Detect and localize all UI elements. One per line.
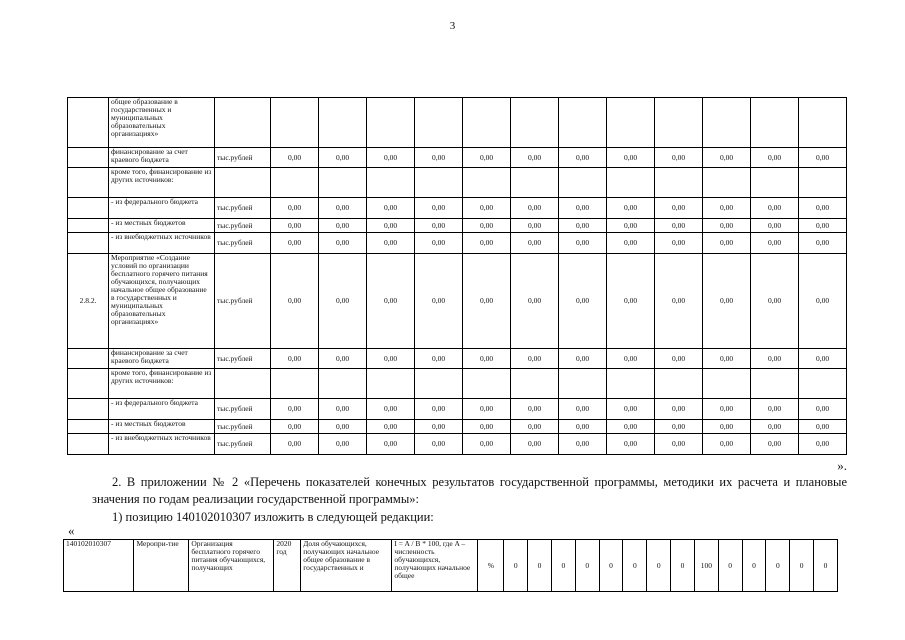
indicator-value: 0 bbox=[528, 540, 552, 592]
amount-cell: 0,00 bbox=[415, 434, 463, 455]
amount-cell: 0,00 bbox=[607, 420, 655, 434]
amount-cell bbox=[463, 98, 511, 148]
amount-cell: 0,00 bbox=[319, 434, 367, 455]
amount-cell bbox=[655, 369, 703, 399]
table-row bbox=[68, 168, 847, 198]
row-unit: тыс.рублей bbox=[215, 254, 271, 349]
amount-cell: 0,00 bbox=[415, 219, 463, 233]
amount-cell: 0,00 bbox=[799, 148, 847, 168]
amount-cell: 0,00 bbox=[415, 233, 463, 254]
amount-cell: 0,00 bbox=[511, 420, 559, 434]
amount-cell: 0,00 bbox=[463, 233, 511, 254]
table-row bbox=[68, 349, 847, 369]
amount-cell bbox=[463, 168, 511, 198]
amount-cell: 0,00 bbox=[271, 233, 319, 254]
row-number: 2.8.2. bbox=[68, 254, 109, 349]
row-label: финансирование за счет краевого бюджета bbox=[109, 349, 215, 369]
indicator-value: 0 bbox=[647, 540, 671, 592]
row-label: финансирование за счет краевого бюджета bbox=[109, 148, 215, 168]
amount-cell: 0,00 bbox=[511, 198, 559, 219]
amount-cell: 0,00 bbox=[415, 420, 463, 434]
amount-cell: 0,00 bbox=[655, 399, 703, 420]
row-label: - из внебюджетных источников bbox=[109, 434, 215, 455]
amount-cell: 0,00 bbox=[799, 434, 847, 455]
amount-cell: 0,00 bbox=[367, 349, 415, 369]
row-unit: тыс.рублей bbox=[215, 198, 271, 219]
indicator-value: 0 bbox=[742, 540, 766, 592]
amount-cell: 0,00 bbox=[655, 349, 703, 369]
amount-cell bbox=[511, 98, 559, 148]
indicator-value: 0 bbox=[766, 540, 790, 592]
amount-cell: 0,00 bbox=[319, 148, 367, 168]
row-unit: тыс.рублей bbox=[215, 349, 271, 369]
indicator-value: 0 bbox=[814, 540, 838, 592]
amount-cell: 0,00 bbox=[511, 349, 559, 369]
amount-cell: 0,00 bbox=[751, 198, 799, 219]
amount-cell bbox=[607, 98, 655, 148]
indicator-value: 0 bbox=[504, 540, 528, 592]
amount-cell bbox=[319, 168, 367, 198]
amount-cell: 0,00 bbox=[463, 349, 511, 369]
amount-cell: 0,00 bbox=[415, 198, 463, 219]
row-unit: тыс.рублей bbox=[215, 219, 271, 233]
amount-cell: 0,00 bbox=[799, 349, 847, 369]
row-label: кроме того, финансирование из других источников: bbox=[109, 168, 215, 198]
amount-cell: 0,00 bbox=[799, 420, 847, 434]
amount-cell: 0,00 bbox=[367, 434, 415, 455]
amount-cell: 0,00 bbox=[367, 420, 415, 434]
amount-cell: 0,00 bbox=[703, 349, 751, 369]
amount-cell bbox=[271, 168, 319, 198]
amount-cell: 0,00 bbox=[703, 198, 751, 219]
amount-cell: 0,00 bbox=[751, 434, 799, 455]
amount-cell bbox=[415, 369, 463, 399]
amount-cell: 0,00 bbox=[415, 349, 463, 369]
indicator-name: Организация бесплатного горячего питания обучающихся, получающих bbox=[189, 540, 274, 592]
amount-cell: 0,00 bbox=[511, 434, 559, 455]
amount-cell bbox=[271, 369, 319, 399]
opening-quote: « bbox=[68, 523, 75, 538]
amount-cell: 0,00 bbox=[271, 399, 319, 420]
amount-cell bbox=[703, 98, 751, 148]
indicator-value: 0 bbox=[671, 540, 695, 592]
row-unit: тыс.рублей bbox=[215, 233, 271, 254]
financing-table bbox=[67, 97, 847, 455]
page-number: 3 bbox=[449, 20, 456, 32]
amount-cell bbox=[367, 168, 415, 198]
amount-cell: 0,00 bbox=[463, 420, 511, 434]
row-label: - из местных бюджетов bbox=[109, 219, 215, 233]
row-number bbox=[68, 369, 109, 399]
amount-cell bbox=[655, 168, 703, 198]
row-number bbox=[68, 219, 109, 233]
row-label: Мероприятие «Создание условий по организации бесплатного горячего питания обучающихся, получающих начальное общее образование в государственных и муниципальных образовательных организациях» bbox=[109, 254, 215, 349]
amount-cell: 0,00 bbox=[319, 219, 367, 233]
amount-cell bbox=[559, 369, 607, 399]
amount-cell bbox=[415, 98, 463, 148]
amount-cell: 0,00 bbox=[271, 219, 319, 233]
amount-cell: 0,00 bbox=[367, 233, 415, 254]
row-number bbox=[68, 148, 109, 168]
amount-cell: 0,00 bbox=[511, 219, 559, 233]
row-label: - из федерального бюджета bbox=[109, 399, 215, 420]
row-label: кроме того, финансирование из других источников: bbox=[109, 369, 215, 399]
row-number bbox=[68, 434, 109, 455]
table-row bbox=[68, 198, 847, 219]
amount-cell bbox=[367, 98, 415, 148]
amount-cell: 0,00 bbox=[751, 399, 799, 420]
row-label: общее образование в государственных и муниципальных образовательных организациях» bbox=[109, 98, 215, 148]
amount-cell: 0,00 bbox=[703, 219, 751, 233]
amount-cell: 0,00 bbox=[511, 399, 559, 420]
amount-cell: 0,00 bbox=[751, 349, 799, 369]
amount-cell bbox=[559, 98, 607, 148]
amount-cell bbox=[319, 369, 367, 399]
indicator-year: 2020 год bbox=[274, 540, 301, 592]
amount-cell: 0,00 bbox=[655, 219, 703, 233]
amount-cell: 0,00 bbox=[607, 219, 655, 233]
amount-cell bbox=[799, 369, 847, 399]
closing-quote: ». bbox=[837, 458, 847, 473]
amount-cell bbox=[607, 369, 655, 399]
amount-cell: 0,00 bbox=[799, 198, 847, 219]
table-row bbox=[68, 219, 847, 233]
amount-cell bbox=[655, 98, 703, 148]
amount-cell: 0,00 bbox=[367, 198, 415, 219]
indicator-value: 0 bbox=[551, 540, 575, 592]
row-number bbox=[68, 98, 109, 148]
amount-cell bbox=[751, 168, 799, 198]
amount-cell: 0,00 bbox=[319, 399, 367, 420]
amount-cell: 0,00 bbox=[751, 254, 799, 349]
amount-cell: 0,00 bbox=[751, 219, 799, 233]
row-unit: тыс.рублей bbox=[215, 399, 271, 420]
amount-cell bbox=[319, 98, 367, 148]
row-number bbox=[68, 168, 109, 198]
amount-cell: 0,00 bbox=[799, 233, 847, 254]
amount-cell bbox=[463, 369, 511, 399]
amount-cell bbox=[271, 98, 319, 148]
row-unit: тыс.рублей bbox=[215, 420, 271, 434]
amount-cell: 0,00 bbox=[559, 420, 607, 434]
indicator-table bbox=[63, 539, 838, 592]
amount-cell: 0,00 bbox=[607, 198, 655, 219]
amount-cell: 0,00 bbox=[319, 233, 367, 254]
amount-cell: 0,00 bbox=[271, 148, 319, 168]
amount-cell: 0,00 bbox=[367, 399, 415, 420]
amount-cell: 0,00 bbox=[559, 434, 607, 455]
amount-cell: 0,00 bbox=[559, 233, 607, 254]
amount-cell: 0,00 bbox=[703, 434, 751, 455]
row-unit: тыс.рублей bbox=[215, 434, 271, 455]
amount-cell: 0,00 bbox=[271, 254, 319, 349]
amount-cell bbox=[703, 168, 751, 198]
amount-cell: 0,00 bbox=[319, 420, 367, 434]
amount-cell: 0,00 bbox=[463, 434, 511, 455]
amount-cell: 0,00 bbox=[559, 198, 607, 219]
amount-cell bbox=[799, 98, 847, 148]
amount-cell: 0,00 bbox=[751, 233, 799, 254]
indicator-unit: % bbox=[478, 540, 504, 592]
row-label: - из внебюджетных источников bbox=[109, 233, 215, 254]
indicator-value: 100 bbox=[694, 540, 718, 592]
amount-cell: 0,00 bbox=[367, 219, 415, 233]
amount-cell: 0,00 bbox=[703, 148, 751, 168]
amount-cell: 0,00 bbox=[463, 148, 511, 168]
row-label: - из федерального бюджета bbox=[109, 198, 215, 219]
indicator-value: 0 bbox=[575, 540, 599, 592]
table-row bbox=[68, 399, 847, 420]
amount-cell: 0,00 bbox=[751, 148, 799, 168]
amount-cell: 0,00 bbox=[463, 219, 511, 233]
amount-cell: 0,00 bbox=[655, 420, 703, 434]
indicator-value: 0 bbox=[790, 540, 814, 592]
amount-cell: 0,00 bbox=[511, 148, 559, 168]
paragraph-position: 1) позицию 140102010307 изложить в следующей редакции: bbox=[112, 510, 434, 524]
amount-cell: 0,00 bbox=[655, 198, 703, 219]
table-row bbox=[68, 434, 847, 455]
row-number bbox=[68, 399, 109, 420]
amount-cell: 0,00 bbox=[319, 254, 367, 349]
amount-cell: 0,00 bbox=[415, 254, 463, 349]
table-row bbox=[68, 148, 847, 168]
amount-cell bbox=[607, 168, 655, 198]
table-row bbox=[68, 233, 847, 254]
indicator-row bbox=[64, 540, 838, 592]
amount-cell: 0,00 bbox=[559, 349, 607, 369]
amount-cell: 0,00 bbox=[367, 148, 415, 168]
amount-cell: 0,00 bbox=[271, 420, 319, 434]
amount-cell: 0,00 bbox=[799, 399, 847, 420]
amount-cell: 0,00 bbox=[655, 148, 703, 168]
amount-cell: 0,00 bbox=[607, 233, 655, 254]
table-row bbox=[68, 369, 847, 399]
row-number bbox=[68, 420, 109, 434]
amount-cell: 0,00 bbox=[559, 254, 607, 349]
amount-cell bbox=[415, 168, 463, 198]
amount-cell bbox=[799, 168, 847, 198]
indicator-description: Доля обучающихся, получающих начальное общее образование в государственных и bbox=[301, 540, 392, 592]
amount-cell: 0,00 bbox=[607, 148, 655, 168]
amount-cell: 0,00 bbox=[559, 219, 607, 233]
amount-cell bbox=[703, 369, 751, 399]
amount-cell: 0,00 bbox=[271, 198, 319, 219]
indicator-value: 0 bbox=[599, 540, 623, 592]
row-unit bbox=[215, 369, 271, 399]
table-row bbox=[68, 254, 847, 349]
table-row bbox=[68, 420, 847, 434]
row-number bbox=[68, 198, 109, 219]
amount-cell: 0,00 bbox=[655, 254, 703, 349]
amount-cell: 0,00 bbox=[655, 233, 703, 254]
row-unit bbox=[215, 168, 271, 198]
row-label: - из местных бюджетов bbox=[109, 420, 215, 434]
paragraph-appendix-2: 2. В приложении № 2 «Перечень показателей конечных результатов государственной программы, методики их расчета и плановые значения по годам реализации государственной программы»: bbox=[92, 475, 847, 506]
amount-cell: 0,00 bbox=[751, 420, 799, 434]
amount-cell: 0,00 bbox=[415, 148, 463, 168]
amount-cell: 0,00 bbox=[607, 399, 655, 420]
row-number bbox=[68, 349, 109, 369]
row-unit: тыс.рублей bbox=[215, 148, 271, 168]
table-row bbox=[68, 98, 847, 148]
amount-cell: 0,00 bbox=[463, 254, 511, 349]
amount-cell: 0,00 bbox=[319, 349, 367, 369]
amount-cell: 0,00 bbox=[511, 233, 559, 254]
row-number bbox=[68, 233, 109, 254]
amount-cell: 0,00 bbox=[319, 198, 367, 219]
amount-cell: 0,00 bbox=[799, 219, 847, 233]
amount-cell: 0,00 bbox=[607, 434, 655, 455]
amount-cell: 0,00 bbox=[463, 399, 511, 420]
indicator-value: 0 bbox=[623, 540, 647, 592]
amount-cell: 0,00 bbox=[559, 148, 607, 168]
amount-cell: 0,00 bbox=[271, 349, 319, 369]
amount-cell: 0,00 bbox=[607, 254, 655, 349]
indicator-type: Меропри-тие bbox=[134, 540, 189, 592]
amount-cell: 0,00 bbox=[271, 434, 319, 455]
amount-cell: 0,00 bbox=[799, 254, 847, 349]
amount-cell bbox=[511, 369, 559, 399]
amount-cell: 0,00 bbox=[703, 399, 751, 420]
amount-cell: 0,00 bbox=[607, 349, 655, 369]
amount-cell: 0,00 bbox=[703, 254, 751, 349]
amount-cell: 0,00 bbox=[559, 399, 607, 420]
amount-cell bbox=[559, 168, 607, 198]
indicator-value: 0 bbox=[718, 540, 742, 592]
amount-cell bbox=[751, 98, 799, 148]
amount-cell: 0,00 bbox=[511, 254, 559, 349]
amount-cell bbox=[751, 369, 799, 399]
row-unit bbox=[215, 98, 271, 148]
amount-cell bbox=[511, 168, 559, 198]
amount-cell: 0,00 bbox=[367, 254, 415, 349]
amount-cell bbox=[367, 369, 415, 399]
amount-cell: 0,00 bbox=[655, 434, 703, 455]
amount-cell: 0,00 bbox=[703, 420, 751, 434]
indicator-code: 140102010307 bbox=[64, 540, 134, 592]
indicator-formula: I = A / B * 100, где A – численность обучающихся, получающих начальное общее bbox=[392, 540, 478, 592]
amount-cell: 0,00 bbox=[463, 198, 511, 219]
amount-cell: 0,00 bbox=[703, 233, 751, 254]
amount-cell: 0,00 bbox=[415, 399, 463, 420]
